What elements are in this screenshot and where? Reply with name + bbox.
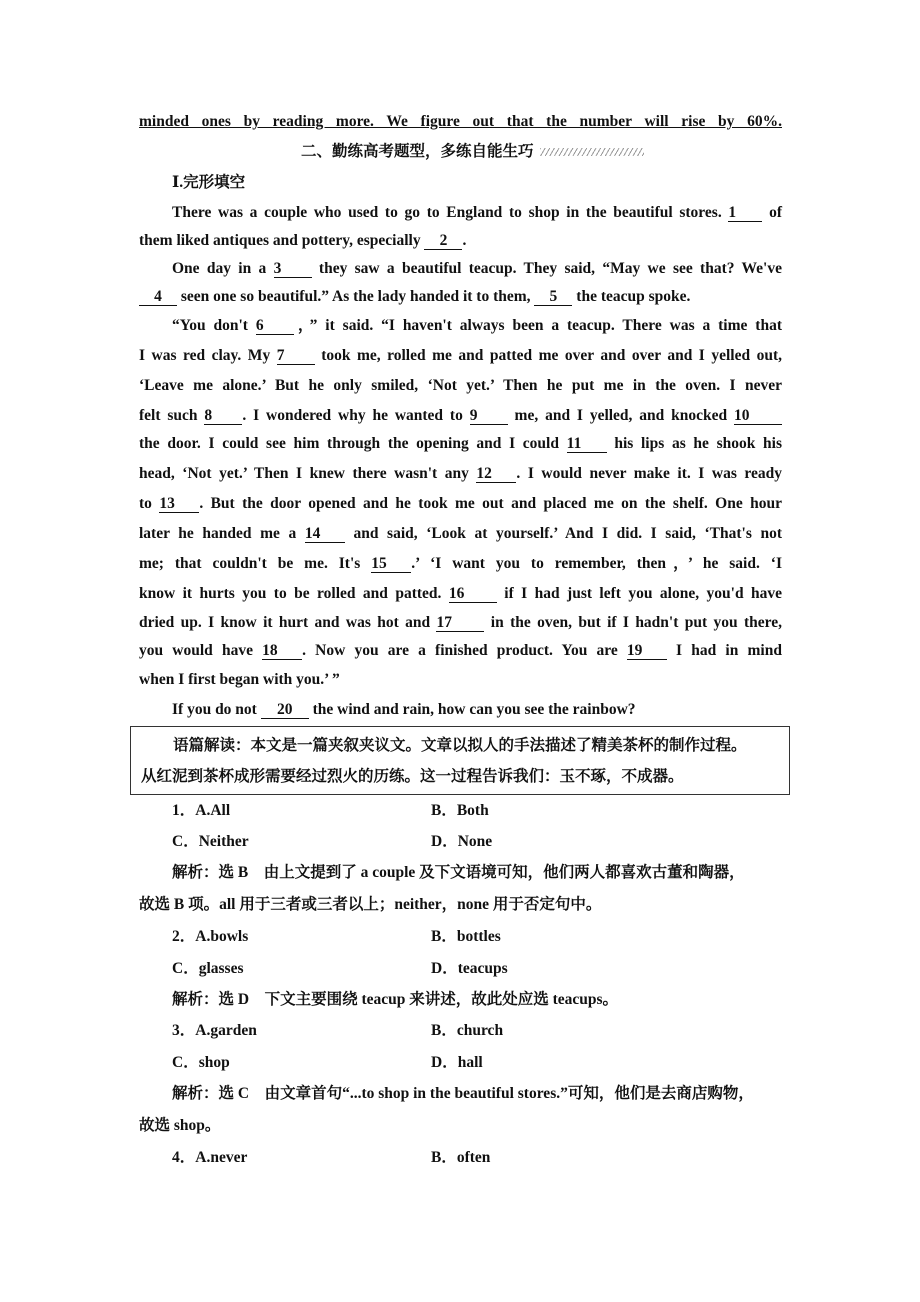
passage-line-17: when I first began with you.’ ” xyxy=(139,671,340,688)
q1-explanation-1: 解析：选 B 由上文提到了 a couple 及下文语境可知，他们两人都喜欢古董和陶器， xyxy=(172,864,745,881)
q3-option-c: C．shop xyxy=(172,1054,230,1071)
q3-option-a: 3．A.garden xyxy=(172,1022,257,1039)
passage-line-14: know it hurts you to be rolled and patted. 16 if I had just left you alone, you'd have xyxy=(139,585,782,602)
passage-line-6: I was red clay. My 7 took me, rolled me and patted me over and over and I yelled out, xyxy=(139,347,782,364)
passage-line-4: 4 seen one so beautiful.” As the lady handed it to them, 5 the teacup spoke. xyxy=(139,287,782,307)
blank-7: 7 xyxy=(277,347,315,365)
blank-5: 5 xyxy=(534,288,572,306)
blank-20: 20 xyxy=(261,701,309,719)
summary-line-1: 语篇解读：本文是一篇夹叙夹议文。文章以拟人的手法描述了精美茶杯的制作过程。 xyxy=(173,737,747,754)
q2-option-d: D．teacups xyxy=(431,960,508,977)
blank-10: 10 xyxy=(734,407,782,425)
passage-line-16: you would have 18 . Now you are a finished product. You are 19 I had in mind xyxy=(139,642,782,659)
summary-box xyxy=(130,726,790,795)
passage-line-11: to 13 . But the door opened and he took me out and placed me on the shelf. One hour xyxy=(139,495,782,512)
hatch-decoration xyxy=(540,148,644,156)
blank-15: 15 xyxy=(371,555,411,573)
blank-6: 6 xyxy=(256,317,294,335)
passage-line-12: later he handed me a 14 and said, ‘Look at yourself.’ And I did. I said, ‘That's not xyxy=(139,525,782,542)
passage-line-13: me; that couldn't be me. It's 15 .’ ‘I want you to remember, then，’ he said. ‘I xyxy=(139,555,782,572)
q2-explanation-1: 解析：选 D 下文主要围绕 teacup 来讲述，故此处应选 teacups。 xyxy=(172,991,619,1008)
passage-line-2: them liked antiques and pottery, especially 2 . xyxy=(139,232,467,249)
q1-option-b: B．Both xyxy=(431,802,489,819)
q1-explanation-2: 故选 B 项。all 用于三者或三者以上；neither，none 用于否定句中。 xyxy=(139,896,602,913)
summary-line-2: 从红泥到茶杯成形需要经过烈火的历练。这一过程告诉我们：玉不琢，不成器。 xyxy=(141,768,684,785)
q3-explanation-2: 故选 shop。 xyxy=(139,1117,221,1134)
blank-12: 12 xyxy=(476,465,516,483)
q1-option-d: D．None xyxy=(431,833,493,850)
blank-13: 13 xyxy=(159,495,199,513)
passage-line-7: ‘Leave me alone.’ But he only smiled, ‘Not yet.’ Then he put me in the oven. I never xyxy=(139,377,782,394)
q1-option-c: C．Neither xyxy=(172,833,249,850)
q2-option-b: B．bottles xyxy=(431,928,501,945)
blank-8: 8 xyxy=(204,407,242,425)
passage-line-1: There was a couple who used to go to England to shop in the beautiful stores. 1 of xyxy=(172,204,782,221)
q3-option-d: D．hall xyxy=(431,1054,483,1071)
section-title-text: 二、勤练高考题型，多练自能生巧 xyxy=(301,143,534,160)
passage-line-10: head, ‘Not yet.’ Then I knew there wasn't any 12 . I would never make it. I was ready xyxy=(139,465,782,482)
passage-line-15: dried up. I know it hurt and was hot and 17 in the oven, but if I hadn't put you there, xyxy=(139,614,782,631)
q4-option-a: 4．A.never xyxy=(172,1149,248,1166)
q1-option-a: 1．A.All xyxy=(172,802,231,819)
blank-2: 2 xyxy=(424,232,462,250)
blank-18: 18 xyxy=(262,642,302,660)
blank-1: 1 xyxy=(728,204,762,222)
q2-option-a: 2．A.bowls xyxy=(172,928,249,945)
passage-line-9: the door. I could see him through the opening and I could 11 his lips as he shook his xyxy=(139,435,782,452)
passage-line-5: “You don't 6 ，” it said. “I haven't always been a teacup. There was a time that xyxy=(172,317,782,334)
passage-line-8: felt such 8 . I wondered why he wanted to 9 me, and I yelled, and knocked 10 xyxy=(139,406,782,426)
subsection-title: Ⅰ.完形填空 xyxy=(172,174,246,191)
blank-19: 19 xyxy=(627,642,667,660)
q3-option-b: B．church xyxy=(431,1022,504,1039)
blank-4: 4 xyxy=(139,288,177,306)
q2-option-c: C．glasses xyxy=(172,960,244,977)
passage-line-3: One day in a 3 they saw a beautiful teacup. They said, “May we see that? We've xyxy=(172,260,782,277)
passage-line-18: If you do not 20 the wind and rain, how can you see the rainbow? xyxy=(172,701,636,718)
blank-16: 16 xyxy=(449,585,497,603)
section-title xyxy=(301,139,644,161)
blank-11: 11 xyxy=(567,435,607,453)
blank-17: 17 xyxy=(436,614,484,632)
q3-explanation-1: 解析：选 C 由文章首句“...to shop in the beautiful stores.”可知，他们是去商店购物， xyxy=(172,1085,754,1102)
q4-option-b: B．often xyxy=(431,1149,491,1166)
blank-9: 9 xyxy=(470,407,508,425)
top-continuation-line: minded ones by reading more. We figure out that the number will rise by 60%. xyxy=(139,113,782,130)
blank-14: 14 xyxy=(305,525,345,543)
blank-3: 3 xyxy=(274,260,312,278)
